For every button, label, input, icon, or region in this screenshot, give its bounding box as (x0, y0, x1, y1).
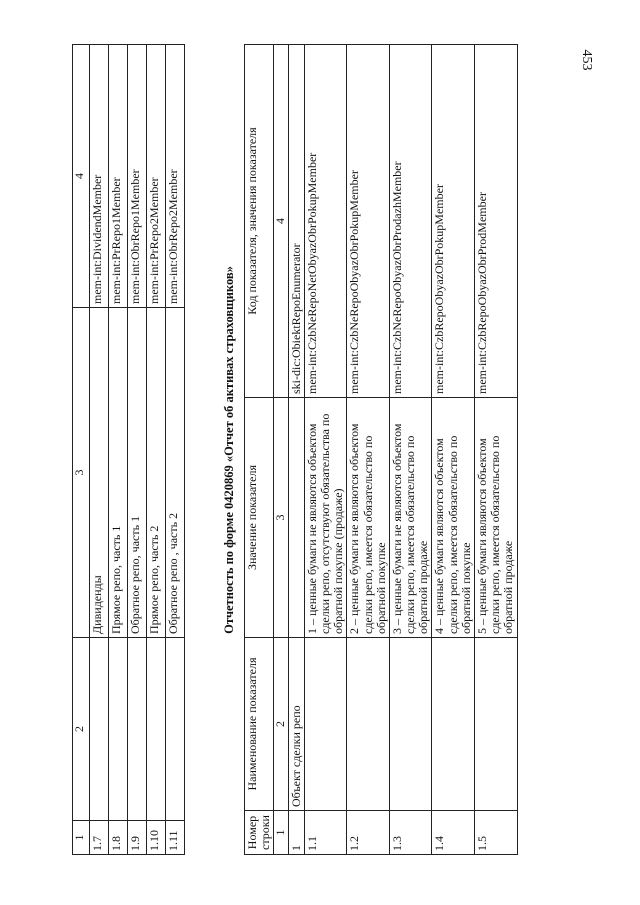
table-row: 1.9 Обратное репо, часть 1 mem-int:ObrRepo1Member (128, 45, 147, 855)
form-0420869-table (244, 44, 518, 855)
header-indicator-value: Значение показателя (245, 398, 274, 638)
header-indicator-code: Код показателя, значения показателя (245, 45, 274, 398)
table-row: 1 Объект сделки репо ski-dic:ObiektRepoEnumerator (288, 45, 304, 855)
table-row: 1.7 Дивиденды mem-int:DividendMember (90, 45, 109, 855)
header-row-number: Номер строки (245, 811, 274, 855)
table-row: 1.5 5 – ценные бумаги являются объектом сделки репо, имеется обязательство по обратной продаже mem-int:CzbRepoObyazObrProdMember (475, 45, 518, 855)
table-row: 1.8 Прямое репо, часть 1 mem-int:PrRepo1Member (109, 45, 128, 855)
header-row (245, 45, 274, 855)
header-indicator-name: Наименование показателя (245, 638, 274, 811)
table-row: 1.4 4 – ценные бумаги являются объектом сделки репо, имеется обязательство по обратной покупке mem-int:CzbRepoObyazObrPokupMember (432, 45, 475, 855)
section-caption: Отчетность по форме 0420869 «Отчет об активах страховщиков» (222, 266, 236, 634)
column-number-row: 1 2 3 4 (274, 45, 288, 855)
column-number-row: 1 2 3 4 (73, 45, 90, 855)
table-row: 1.3 3 – ценные бумаги не являются объектом сделки репо, имеется обязательство по обратной продаже mem-int:CzbNeRepoObyazObrProdazhMember (389, 45, 432, 855)
indicator-table-continued (72, 44, 185, 855)
table-row: 1.2 2 – ценные бумаги не являются объектом сделки репо, имеется обязательство по обратной покупке mem-int:CzbNeRepoObyazObrPokupMember (347, 45, 390, 855)
page-number: 453 (579, 49, 594, 71)
table-row: 1.1 1 – ценные бумаги не являются объектом сделки репо, отсутствуют обязательства по обратной покупке (продаже) mem-int:CzbNeRepoNetObyazObrPokupMember (304, 45, 347, 855)
table-row: 1.10 Прямое репо, часть 2 mem-int:PrRepo2Member (147, 45, 166, 855)
table-row: 1.11 Обратное репо , часть 2 mem-int:ObrRepo2Member (166, 45, 185, 855)
